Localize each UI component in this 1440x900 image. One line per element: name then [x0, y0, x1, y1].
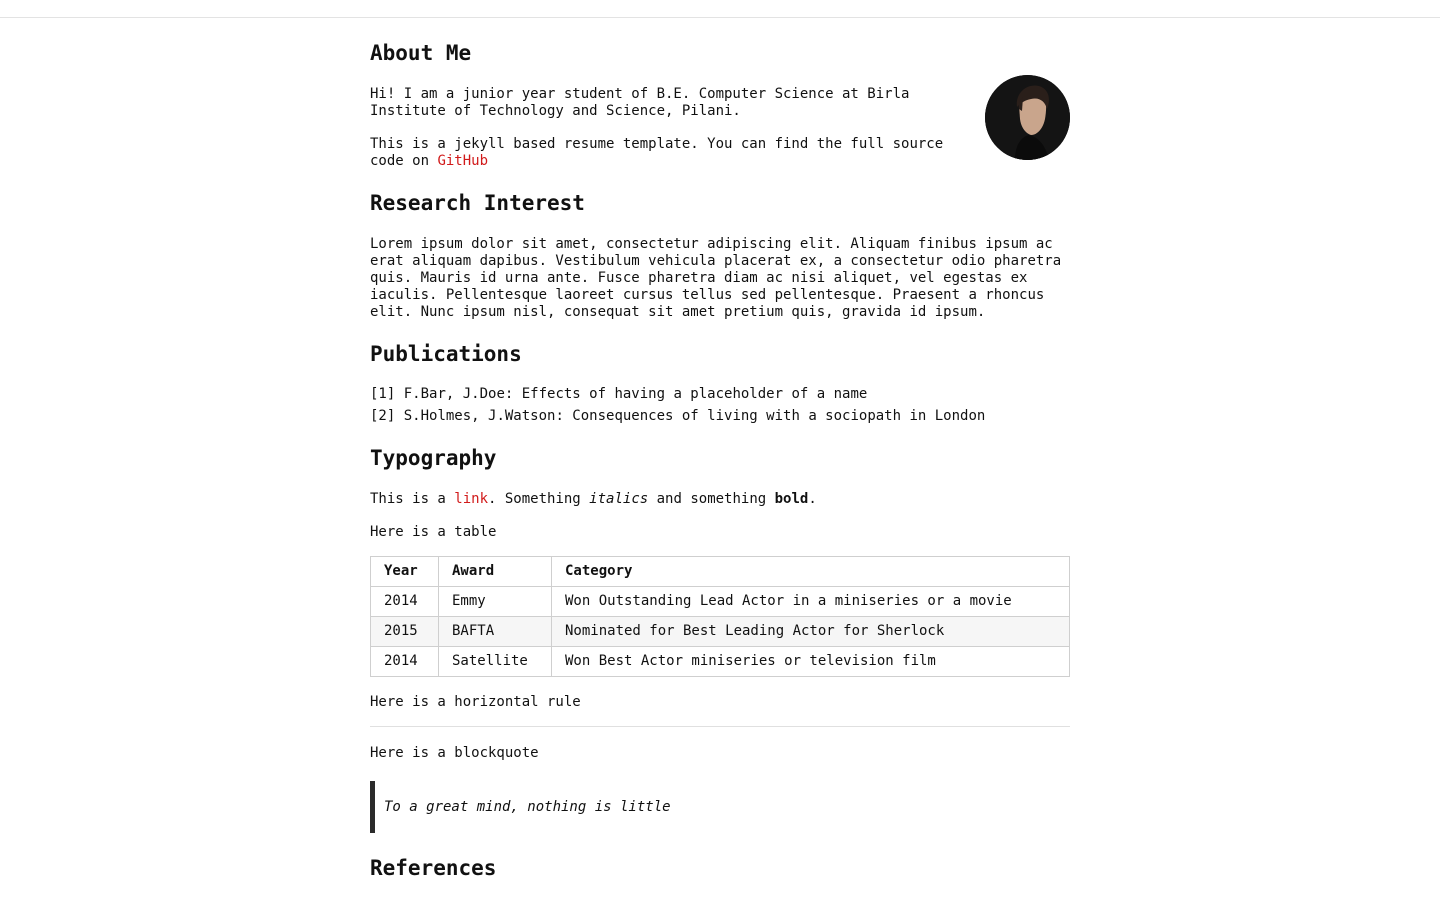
cell-category: Won Best Actor miniseries or television film [552, 647, 1070, 677]
about-paragraph-2-text: This is a jekyll based resume template. You can find the full source code on [370, 136, 944, 169]
header-category: Category [552, 557, 1070, 587]
github-link[interactable]: GitHub [437, 153, 489, 169]
typography-text-4: . [808, 491, 817, 507]
research-heading: Research Interest [370, 191, 585, 215]
header-year: Year [371, 557, 439, 587]
cell-award: Satellite [439, 647, 552, 677]
table-row [371, 587, 1070, 617]
blockquote-intro: Here is a blockquote [370, 745, 539, 761]
publication-text: F.Bar, J.Doe: Effects of having a placeholder of a name [403, 386, 868, 402]
cell-year: 2014 [371, 587, 439, 617]
about-paragraph-2 [370, 136, 970, 170]
profile-avatar [985, 75, 1070, 160]
cell-category: Nominated for Best Leading Actor for Sherlock [552, 617, 1070, 647]
typography-text-3: and something [648, 491, 775, 507]
header-award: Award [439, 557, 552, 587]
horizontal-rule [370, 726, 1070, 727]
publication-item [370, 408, 985, 425]
typography-text-1: This is a [370, 491, 455, 507]
top-nav-bar [0, 0, 1440, 18]
table-header-row [371, 557, 1070, 587]
publication-number: [1] [370, 386, 396, 402]
cell-year: 2014 [371, 647, 439, 677]
cell-award: Emmy [439, 587, 552, 617]
publication-item [370, 386, 867, 403]
profile-photo-icon [985, 75, 1070, 160]
typography-heading: Typography [370, 446, 497, 470]
awards-table [370, 556, 1070, 677]
table-row [371, 647, 1070, 677]
cell-category: Won Outstanding Lead Actor in a miniseries or a movie [552, 587, 1070, 617]
sample-link[interactable]: link [454, 491, 489, 507]
research-text: Lorem ipsum dolor sit amet, consectetur adipiscing elit. Aliquam finibus ipsum ac erat aliquam dapibus. Vestibulum vehicula placerat ex, a consectetur odio pharetra quis. Mauris id urna ante. Fusce pharetra diam ac nisi aliquet, vel egestas ex iaculis. Pellentesque laoreet cursus tellus sed pellentesque. Praesent a rhoncus elit. Nunc ipsum nisl, consequat sit amet pretium quis, gravida id ipsum. [370, 236, 1062, 320]
blockquote-text: To a great mind, nothing is little [384, 799, 671, 815]
bold-text: bold [774, 491, 809, 507]
publications-heading: Publications [370, 342, 522, 366]
table-intro: Here is a table [370, 524, 497, 540]
publication-text: S.Holmes, J.Watson: Consequences of living with a sociopath in London [403, 408, 986, 424]
italic-text: italics [589, 491, 649, 507]
references-heading: References [370, 856, 497, 880]
hr-intro: Here is a horizontal rule [370, 694, 581, 710]
cell-award: BAFTA [439, 617, 552, 647]
table-row [371, 617, 1070, 647]
cell-year: 2015 [371, 617, 439, 647]
typography-sample [370, 491, 817, 508]
blockquote [370, 781, 1070, 833]
publication-number: [2] [370, 408, 396, 424]
typography-text-2: . Something [488, 491, 590, 507]
about-paragraph-1: Hi! I am a junior year student of B.E. Computer Science at Birla Institute of Technology and Science, Pilani. [370, 86, 910, 119]
about-heading: About Me [370, 41, 472, 65]
